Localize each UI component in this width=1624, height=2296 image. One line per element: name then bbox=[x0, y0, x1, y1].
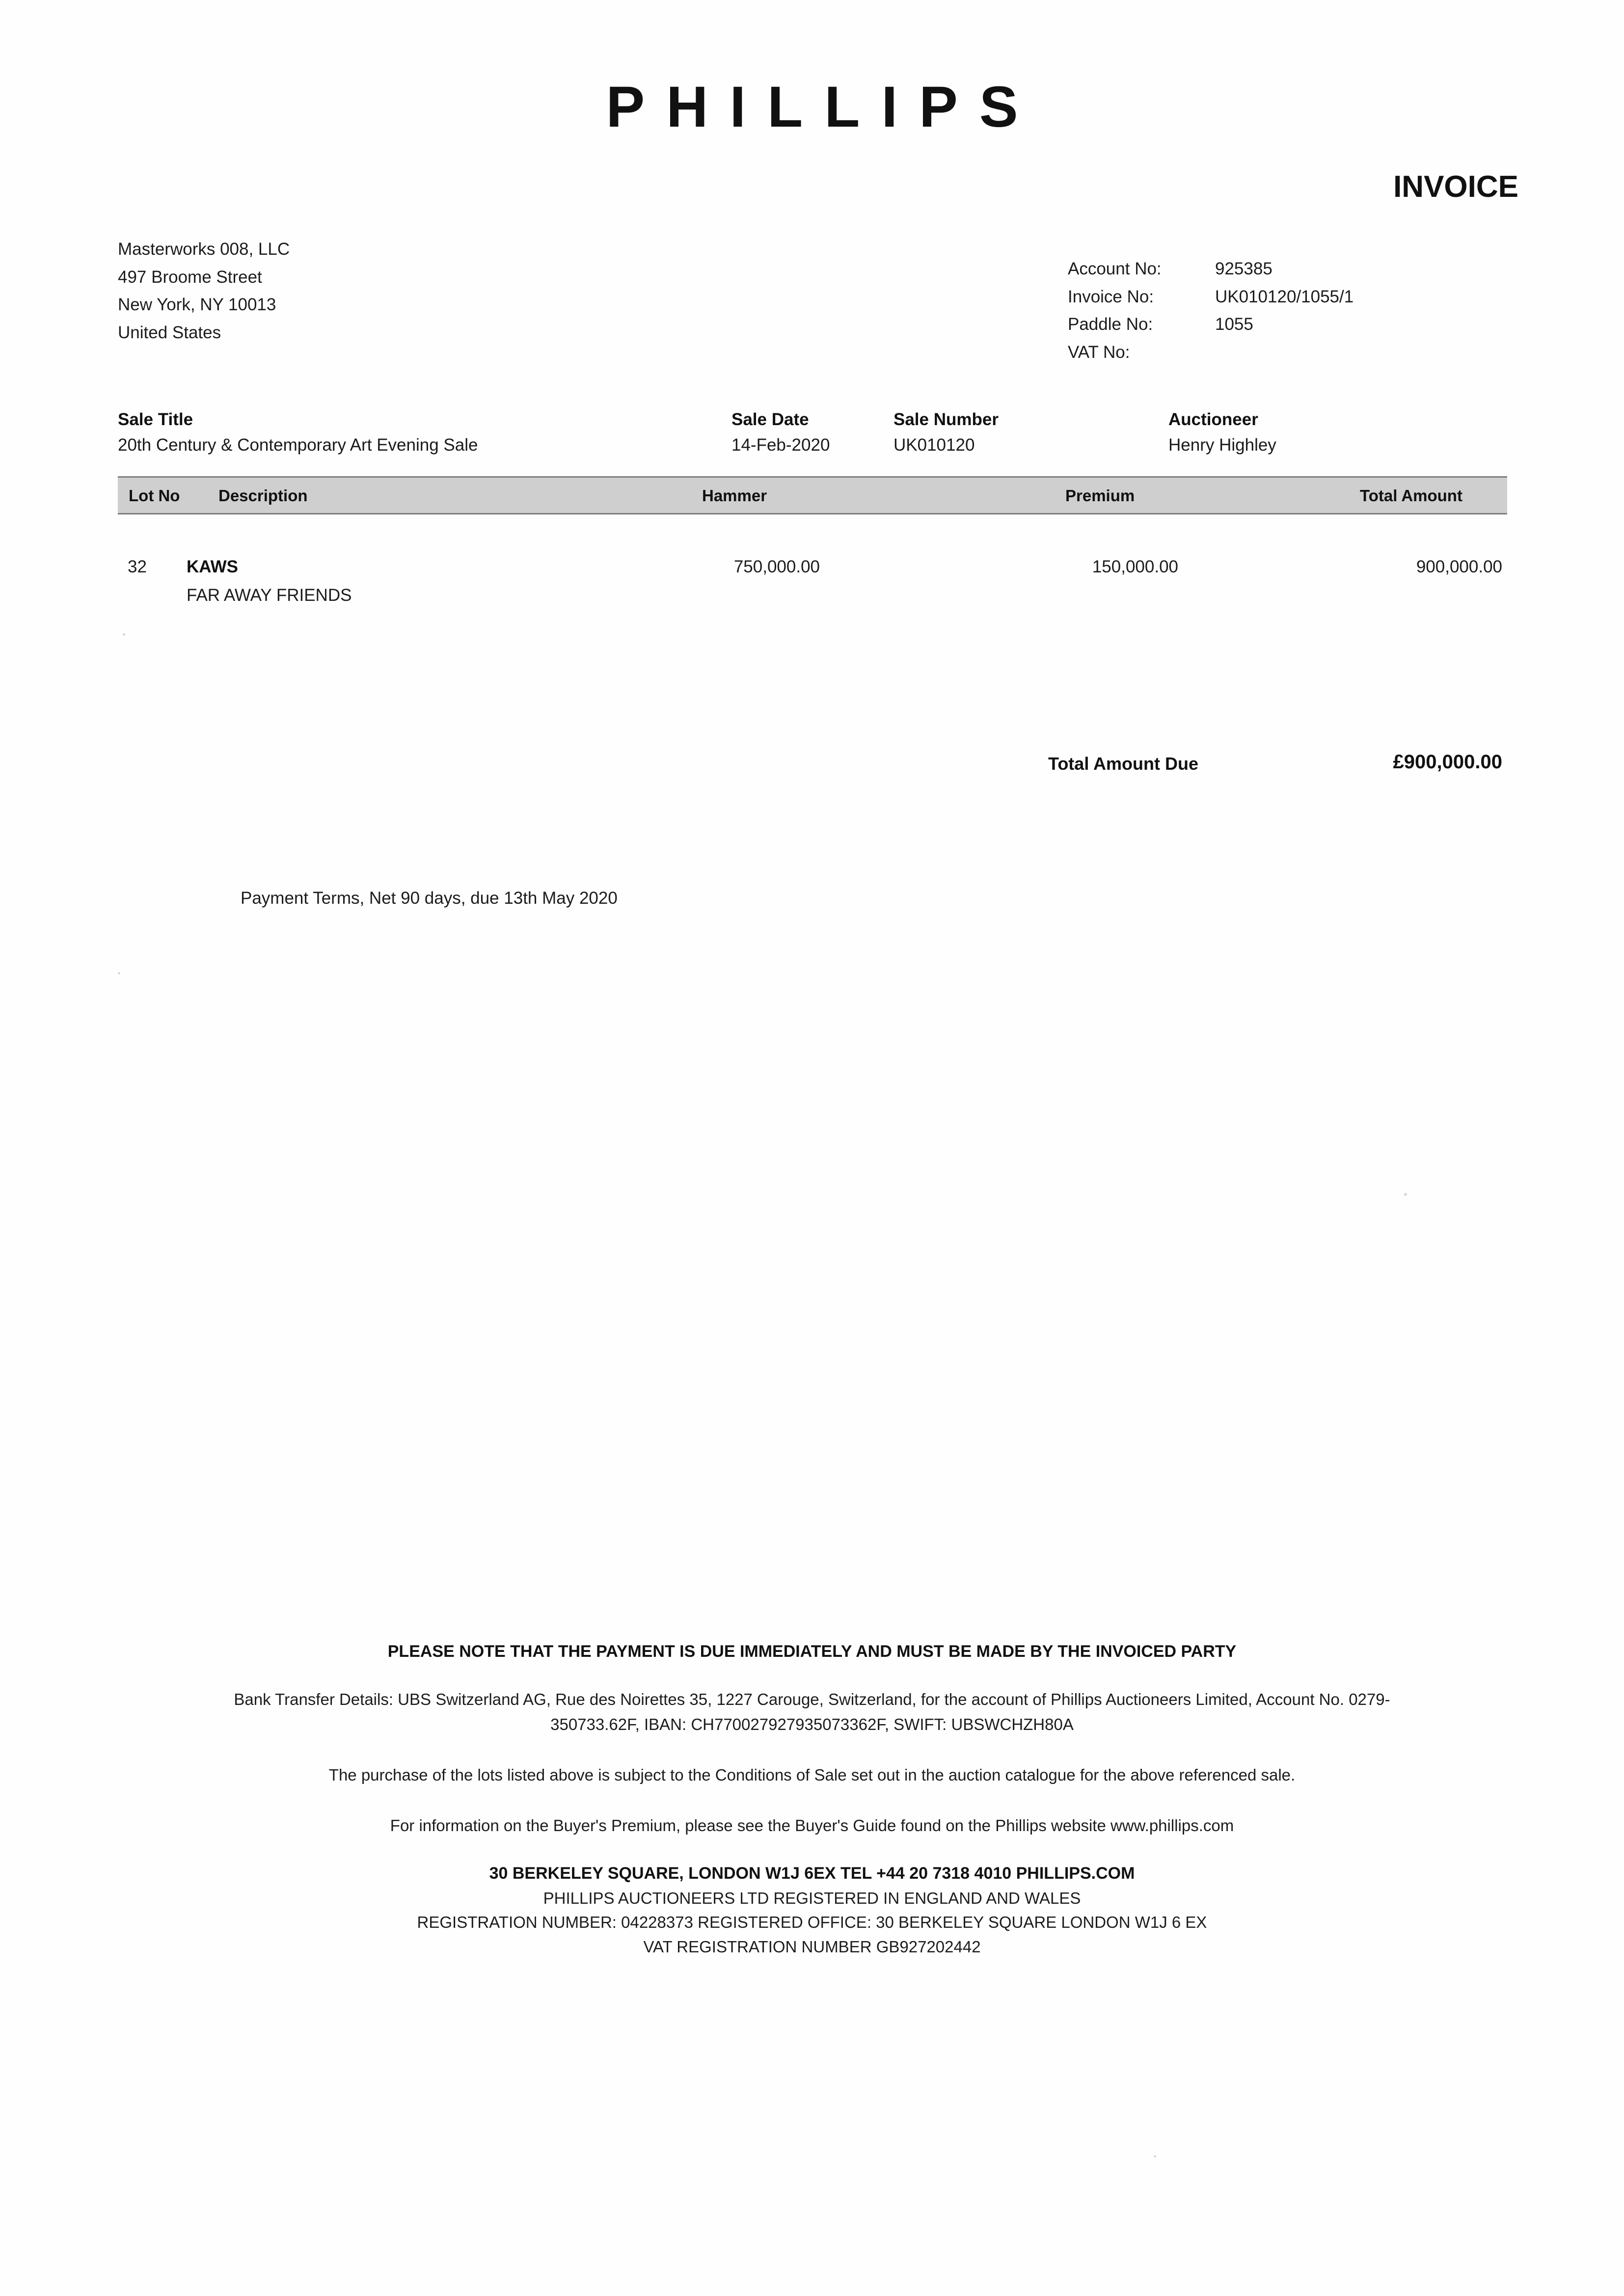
lot-premium: 150,000.00 bbox=[1092, 557, 1178, 576]
lot-artist: KAWS bbox=[187, 557, 238, 576]
vat-no-row bbox=[1068, 339, 1353, 367]
column-header-lot-no: Lot No bbox=[129, 486, 180, 505]
sale-date-label: Sale Date bbox=[731, 410, 809, 429]
conditions-of-sale-note: The purchase of the lots listed above is subject to the Conditions of Sale set out in the auction catalogue for the above referenced sale. bbox=[328, 1766, 1296, 1784]
lot-work-title: FAR AWAY FRIENDS bbox=[187, 586, 352, 605]
invoice-footer bbox=[0, 1642, 1624, 1959]
auctioneer-value: Henry Highley bbox=[1168, 435, 1276, 455]
vat-no-label: VAT No: bbox=[1068, 343, 1130, 362]
paddle-no-row bbox=[1068, 311, 1353, 339]
document-type-title: INVOICE bbox=[1393, 170, 1518, 204]
sale-header-labels bbox=[118, 410, 1507, 430]
invoice-no-label: Invoice No: bbox=[1068, 287, 1154, 306]
sale-number-label: Sale Number bbox=[893, 410, 999, 429]
scan-speck bbox=[1404, 1193, 1407, 1196]
buyer-street: 497 Broome Street bbox=[118, 267, 262, 287]
sale-title-label: Sale Title bbox=[118, 410, 193, 429]
payment-terms: Payment Terms, Net 90 days, due 13th May 2020 bbox=[241, 889, 618, 908]
invoice-meta-block bbox=[1068, 255, 1353, 367]
company-address: 30 BERKELEY SQUARE, LONDON W1J 6EX TEL +44 20 7318 4010 PHILLIPS.COM bbox=[489, 1864, 1135, 1883]
scan-speck bbox=[118, 972, 120, 974]
lot-hammer-price: 750,000.00 bbox=[733, 557, 820, 576]
paddle-no-label: Paddle No: bbox=[1068, 315, 1153, 334]
sale-header-values bbox=[118, 435, 1507, 455]
buyer-name: Masterworks 008, LLC bbox=[118, 240, 290, 259]
column-header-total-amount: Total Amount bbox=[1360, 486, 1462, 505]
scan-speck bbox=[123, 633, 125, 636]
column-header-premium: Premium bbox=[1065, 486, 1135, 505]
invoice-no-value: UK010120/1055/1 bbox=[1215, 287, 1354, 306]
legal-line-3: VAT REGISTRATION NUMBER GB927202442 bbox=[643, 1937, 981, 1956]
buyers-premium-note: For information on the Buyer's Premium, please see the Buyer's Guide found on the Phillips website www.phillips.com bbox=[390, 1816, 1234, 1835]
column-header-hammer: Hammer bbox=[702, 486, 767, 505]
legal-line-1: PHILLIPS AUCTIONEERS LTD REGISTERED IN ENGLAND AND WALES bbox=[543, 1889, 1081, 1907]
sale-title-value: 20th Century & Contemporary Art Evening Sale bbox=[118, 435, 478, 455]
lot-number: 32 bbox=[128, 557, 147, 576]
auctioneer-label: Auctioneer bbox=[1168, 410, 1258, 429]
phillips-logo: PHILLIPS bbox=[606, 75, 1040, 139]
lots-table-header bbox=[118, 476, 1507, 514]
invoice-no-row bbox=[1068, 283, 1353, 311]
sale-date-value: 14-Feb-2020 bbox=[731, 435, 830, 455]
bank-transfer-details: Bank Transfer Details: UBS Switzerland AG, Rue des Noirettes 35, 1227 Carouge, Switzerland, for the account of Phillips Auctioneers Limited, Account No. 0279-350733.62F, IBAN: CH770027927935073362F, SWIFT: UBSWCHZH80A bbox=[234, 1690, 1390, 1734]
sale-header bbox=[118, 410, 1507, 455]
payment-due-notice: PLEASE NOTE THAT THE PAYMENT IS DUE IMMEDIATELY AND MUST BE MADE BY THE INVOICED PARTY bbox=[387, 1642, 1237, 1661]
buyer-address-block bbox=[118, 236, 290, 347]
legal-line-2: REGISTRATION NUMBER: 04228373 REGISTERED OFFICE: 30 BERKELEY SQUARE LONDON W1J 6 EX bbox=[417, 1913, 1207, 1932]
scan-speck bbox=[1154, 2155, 1156, 2158]
buyer-country: United States bbox=[118, 323, 221, 343]
total-amount-due-value: £900,000.00 bbox=[1393, 751, 1502, 773]
account-no-label: Account No: bbox=[1068, 259, 1162, 278]
lot-total-amount: 900,000.00 bbox=[1416, 557, 1502, 576]
buyer-city: New York, NY 10013 bbox=[118, 295, 276, 315]
total-amount-due-label: Total Amount Due bbox=[1048, 754, 1198, 774]
column-header-description: Description bbox=[218, 486, 308, 505]
account-no-value: 925385 bbox=[1215, 259, 1272, 278]
paddle-no-value: 1055 bbox=[1215, 315, 1253, 334]
sale-number-value: UK010120 bbox=[893, 435, 975, 455]
account-no-row bbox=[1068, 255, 1353, 283]
